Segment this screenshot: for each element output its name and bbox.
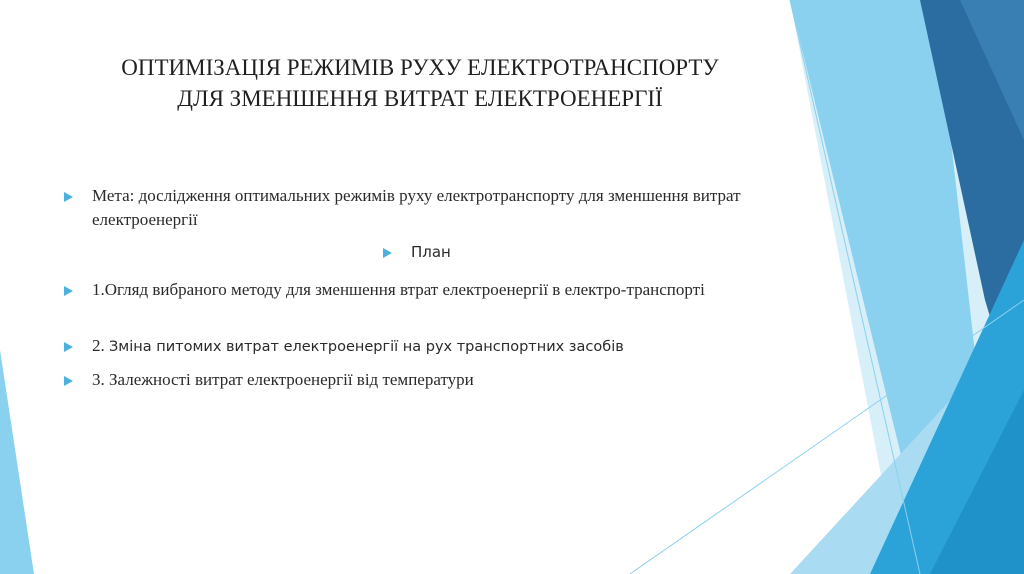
triangle-right-icon — [64, 286, 73, 296]
bullet-item-3-text: 3. Залежності витрат електроенергії від температури — [92, 370, 474, 389]
bullet-item-1-text: 1.Огляд вибраного методу для зменшення втрат електроенергії в електро-транспорті — [92, 280, 705, 299]
bullet-plan — [383, 240, 451, 264]
bullet-item-2 — [64, 334, 784, 359]
triangle-right-icon — [64, 376, 73, 386]
title-line-1: ОПТИМІЗАЦІЯ РЕЖИМІВ РУХУ ЕЛЕКТРОТРАНСПОРТУ — [121, 55, 719, 80]
slide-title — [60, 52, 780, 114]
left-edge-shape — [0, 350, 34, 574]
bullet-plan-text: План — [411, 243, 451, 261]
bullet-item-2-body: Зміна питомих витрат електроенергії на рух транспортних засобів — [109, 339, 624, 355]
bullet-item-1 — [64, 278, 784, 302]
triangle-right-icon — [64, 192, 73, 202]
triangle-right-icon — [64, 342, 73, 352]
title-line-2: ДЛЯ ЗМЕНШЕННЯ ВИТРАТ ЕЛЕКТРОЕНЕРГІЇ — [177, 86, 663, 111]
bullet-item-3 — [64, 368, 784, 392]
bullet-item-2-number: 2. — [92, 336, 105, 355]
bullet-goal — [64, 184, 784, 232]
triangle-right-icon — [383, 248, 392, 258]
bullet-item-2-text — [92, 334, 784, 359]
bullet-goal-text: Мета: дослідження оптимальних режимів руху електротранспорту для зменшення витрат електроенергії — [92, 186, 741, 229]
